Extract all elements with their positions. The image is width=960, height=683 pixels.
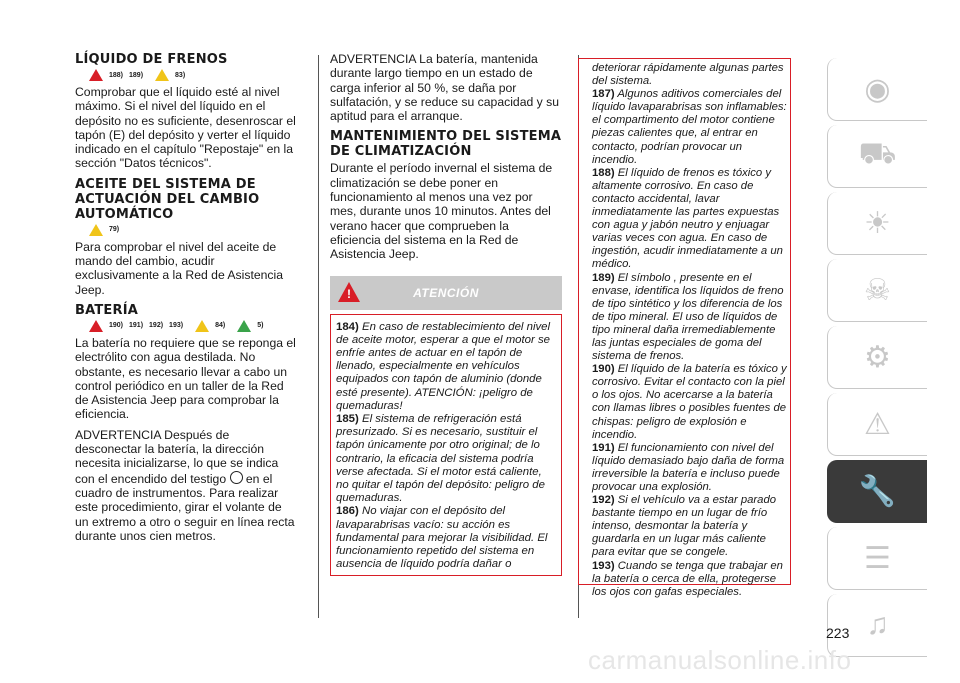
paragraph-advertencia <box>75 428 297 543</box>
note-188 <box>592 167 788 272</box>
note-191 <box>592 442 788 494</box>
lights-icon[interactable]: ☀ <box>827 192 927 255</box>
note-number: 187) <box>592 88 615 101</box>
note-number: 189) <box>592 271 615 284</box>
ref: 190) <box>109 322 124 330</box>
caution-icon <box>195 320 209 332</box>
note-190 <box>592 363 788 442</box>
specs-icon[interactable]: ☰ <box>827 527 927 590</box>
ref: 84) <box>215 322 226 330</box>
danger-icon <box>89 69 103 81</box>
note-number: 184) <box>336 320 359 333</box>
note-continued: deteriorar rápidamente algunas partes del sistema. <box>592 62 784 88</box>
note-number: 192) <box>592 494 615 507</box>
steering-warning-icon <box>230 471 243 484</box>
note-number: 190) <box>592 363 615 376</box>
note-192 <box>592 494 788 559</box>
column-1 <box>75 52 297 549</box>
note-text: El símbolo , presente en el envase, identifica los líquidos de freno de tipo sintético y los diferencia de los de tipo mineral. El uso de líquidos de tipo mineral daña irremediablemente las juntas especiales de goma del sistema de frenos. <box>592 271 784 363</box>
note-text: No viajar con el depósito del lavaparabrisas vacío: su acción es fundamental para mejorar la visibilidad. El funcionamiento repetido del sistema en ausencia de líquido podría dañar o <box>336 505 548 571</box>
watermark: carmanualsonline.info <box>588 645 852 675</box>
column-3 <box>592 62 788 599</box>
ref: 191) <box>129 322 144 330</box>
note-text: En caso de restablecimiento del nivel de aceite motor, esperar a que el motor se enfríe antes de actuar en el tapón de llenado, especialmente en vehículos equipados con tapón de aluminio (donde esté presente). ATENCIÓN: ¡peligro de quemaduras! <box>336 320 551 412</box>
paragraph: La batería no requiere que se reponga el electrólito con agua destilada. No obstante, es necesario llevar a cabo un control periódico en un taller de la Red de Asistencia Jeep para comprobar la eficiencia. <box>75 335 296 422</box>
text: en el cuadro de instrumentos. Para realizar este procedimiento, girar el volante de un extremo a otro o seguir en línea recta durante unos cien metros. <box>75 471 295 543</box>
caution-icon <box>89 224 103 236</box>
safety-icon[interactable]: ☠ <box>827 259 927 322</box>
steering-icon[interactable]: ⚙ <box>827 326 927 389</box>
heading-liquido-frenos: LÍQUIDO DE FRENOS <box>75 52 228 67</box>
note-text: Si el vehículo va a estar parado bastante tiempo en un lugar de frío intenso, desmontar la batería y guardarla en un lugar más caliente para evitar que se congele. <box>592 494 777 559</box>
dashboard-icon[interactable]: ◉ <box>827 58 927 121</box>
note-text: El funcionamiento con nivel del líquido demasiado bajo daña de forma irreversible la batería e incluso puede provocar una explosión. <box>592 441 785 493</box>
chapter-tabs <box>827 58 927 661</box>
note-184 <box>336 321 556 413</box>
note-text: Algunos aditivos comerciales del líquido lavaparabrisas son inflamables: el compartimento del motor contiene piezas calientes que, al entrar en contacto, podrían provocar un incendio. <box>592 88 787 166</box>
text: ADVERTENCIA Después de desconectar la batería, la dirección necesita inicializarse, lo que se indica con el encendido del testigo <box>75 427 279 486</box>
paragraph: Para comprobar el nivel del aceite de mando del cambio, acudir exclusivamente a la Red de Asistencia Jeep. <box>75 239 283 297</box>
danger-icon <box>89 320 103 332</box>
ref: 83) <box>175 71 186 79</box>
paragraph: Durante el período invernal el sistema de climatización se debe poner en funcionamiento al menos una vez por mes, durante unos 10 minutos. Antes del verano hacer que comprueben la eficiencia del sistema en la Red de Asistencia Jeep. <box>330 161 553 262</box>
ref: 79) <box>109 226 120 234</box>
ref: 5) <box>257 322 264 330</box>
note-number: 186) <box>336 505 359 518</box>
heading-bateria: BATERÍA <box>75 302 139 318</box>
ref: 189) <box>129 71 144 79</box>
refs-bateria <box>89 320 297 332</box>
heading-aceite-cambio: ACEITE DEL SISTEMA DE ACTUACIÓN DEL CAMBIO AUTOMÁTICO <box>75 176 260 222</box>
environment-icon <box>237 320 251 332</box>
car-service-icon[interactable]: 🔧 <box>827 460 927 523</box>
attention-header <box>330 276 562 310</box>
caution-icon <box>155 69 169 81</box>
attention-title: ATENCIÓN <box>413 285 479 300</box>
note-187 <box>592 88 788 167</box>
ref: 193) <box>169 322 184 330</box>
multimedia-icon[interactable]: ♫ <box>827 594 927 657</box>
note-text: Cuando se tenga que trabajar en la batería o cerca de ella, protegerse los ojos con gafas especiales. <box>592 559 783 598</box>
note-193 <box>592 560 788 599</box>
note-number: 188) <box>592 166 615 179</box>
note-189 <box>592 272 788 364</box>
paragraph: Comprobar que el líquido esté al nivel máximo. Si el nivel del líquido en el depósito no es suficiente, desenroscar el tapón (E) del depósito y verter el líquido indicado en el capítulo "Repostaje" en la sección "Datos técnicos". <box>75 85 296 171</box>
note-number: 191) <box>592 441 615 454</box>
note-text: El líquido de la batería es tóxico y corrosivo. Evitar el contacto con la piel o los ojos. No acercarse a la batería con llamas libres o posibles fuentes de chispas: peligro de explosión e incendio. <box>592 363 787 441</box>
heading-climatizacion: MANTENIMIENTO DEL SISTEMA DE CLIMATIZACIÓN <box>330 129 562 160</box>
refs-liquido-frenos <box>89 69 297 81</box>
ref: 192) <box>149 322 164 330</box>
note-186 <box>336 505 556 571</box>
page-number: 223 <box>826 625 850 641</box>
attention-box <box>330 314 562 577</box>
ref: 188) <box>109 71 124 79</box>
column-2 <box>330 52 562 576</box>
note-number: 193) <box>592 559 615 572</box>
note-number: 185) <box>336 412 359 425</box>
paragraph: ADVERTENCIA La batería, mantenida durante largo tiempo en un estado de carga inferior al 50 %, se daña por sulfatación, y se reduce su capacidad y su aptitud para el arranque. <box>330 52 559 124</box>
warning-car-icon[interactable]: ⚠ <box>827 393 927 456</box>
car-info-icon[interactable]: ⛟ <box>827 125 927 188</box>
note-185 <box>336 413 556 505</box>
refs-aceite <box>89 224 297 236</box>
note-text: El líquido de frenos es tóxico y altamente corrosivo. En caso de contacto accidental, lavar inmediatamente las partes expuestas con agua y jabón neutro y enjuagar varias veces con agua. En caso de ingestión, acudir inmediatamente a un médico. <box>592 166 783 271</box>
note-text: El sistema de refrigeración está presurizado. Si es necesario, sustituir el tapón únicamente por otro original; de lo contrario, la eficacia del sistema podría verse afectada. Si el motor está caliente, no quitar el tapón del depósito: peligro de quemaduras. <box>336 412 545 505</box>
attention-warning-icon <box>338 282 360 302</box>
column-divider-1 <box>318 55 319 618</box>
